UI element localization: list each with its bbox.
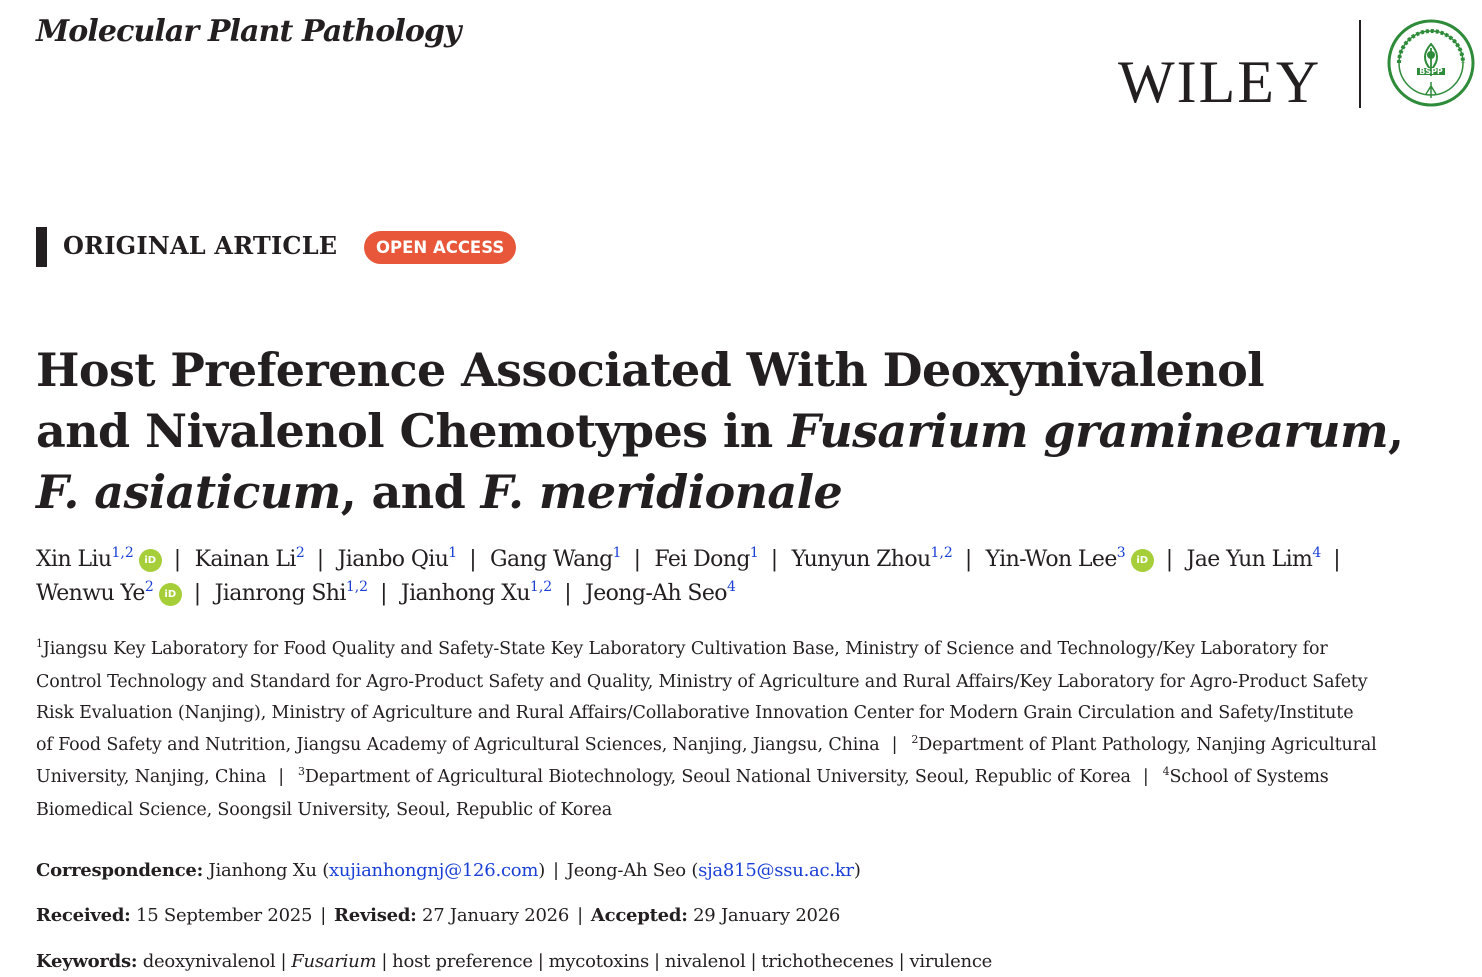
title-species: Fusarium graminearum [787, 404, 1389, 458]
author-affiliation-sup[interactable]: 1,2 [345, 579, 369, 595]
affiliation-number: 4 [1162, 765, 1170, 778]
author-separator: | [316, 547, 324, 572]
affiliation-line: Biomedical Science, Soongsil University, Seoul, Republic of Korea [36, 799, 612, 820]
revised-date: 27 January 2026 [422, 905, 570, 926]
keyword[interactable]: host preference [392, 951, 533, 972]
affiliation-number: 3 [297, 765, 305, 778]
keyword[interactable]: trichothecenes [761, 951, 894, 972]
keyword[interactable]: deoxynivalenol [142, 951, 276, 972]
keyword[interactable]: virulence [909, 951, 993, 972]
keyword[interactable]: nivalenol [664, 951, 746, 972]
author-affiliation-sup[interactable]: 1,2 [529, 579, 553, 595]
title-punct: , [1388, 404, 1404, 458]
society-seal-logo [1386, 18, 1476, 108]
article-title [36, 340, 1446, 523]
svg-text:BSPP: BSPP [1419, 67, 1443, 76]
author-separator: | [633, 547, 641, 572]
title-line-2 [36, 401, 1446, 462]
publisher-logo: WILEY [1118, 49, 1322, 115]
affiliation-line [36, 762, 1476, 795]
article-dates [36, 903, 840, 929]
affiliation-number: 1 [36, 637, 43, 650]
paren: ( [322, 860, 329, 881]
correspondence [36, 858, 861, 884]
keyword-separator: | [280, 951, 287, 972]
keyword-separator: | [537, 951, 544, 972]
keywords-label: Keywords: [36, 951, 138, 972]
affiliation-text: Department of Plant Pathology, Nanjing Agricultural [918, 734, 1377, 755]
received-label: Received: [36, 905, 131, 926]
author-name[interactable]: Jianhong Xu [400, 581, 530, 606]
keyword[interactable]: Fusarium [291, 951, 377, 972]
author-name[interactable]: Jianrong Shi [214, 581, 346, 606]
affiliation-text: School of Systems [1169, 767, 1329, 787]
keyword-separator: | [750, 951, 757, 972]
title-species: F. asiaticum [36, 465, 341, 519]
affiliation-text: University, Nanjing, China [36, 767, 267, 787]
open-access-badge[interactable]: OPEN ACCESS [364, 231, 516, 264]
affiliation-line [36, 730, 1476, 763]
correspondence-name: Jianhong Xu [208, 860, 317, 881]
author-affiliation-sup[interactable]: 3 [1116, 545, 1126, 561]
paren: ( [691, 860, 699, 881]
keyword-separator: | [654, 951, 660, 972]
keyword-separator: | [381, 951, 388, 972]
author-affiliation-sup[interactable]: 4 [726, 579, 736, 595]
title-text: and Nivalenol Chemotypes in [36, 404, 788, 458]
author-separator: | [380, 581, 387, 606]
accepted-date: 29 January 2026 [693, 905, 841, 926]
author-affiliation-sup[interactable]: 1 [749, 545, 759, 561]
received-date: 15 September 2025 [136, 905, 313, 926]
affiliation-line: Control Technology and Standard for Agro-Product Safety and Quality, Ministry of Agriculture and Rural Affairs/Key Laboratory for Agro-Product Safety [36, 671, 1368, 692]
affiliation-line: Risk Evaluation (Nanjing), Ministry of Agriculture and Rural Affairs/Collaborative Innovation Center for Modern Grain Circulation and Safety/Institute [36, 703, 1354, 723]
author-affiliation-sup[interactable]: 1,2 [930, 545, 953, 561]
author-name[interactable]: Jae Yun Lim [1186, 547, 1313, 572]
affiliation-number: 2 [911, 732, 919, 746]
author-affiliation-sup[interactable]: 1 [448, 545, 458, 561]
affiliation-text: Jiangsu Key Laboratory for Food Quality and Safety-State Key Laboratory Cultivation Base, Ministry of Science and Technology/Key Laboratory for [42, 639, 1328, 659]
email-link[interactable]: sja815@ssu.ac.kr [698, 860, 854, 881]
affiliation-separator: | [1142, 767, 1149, 787]
affiliation-separator: | [278, 767, 284, 787]
correspondence-label: Correspondence: [36, 860, 203, 881]
author-name[interactable]: Wenwu Ye [36, 581, 145, 606]
meta-separator: | [577, 905, 583, 926]
meta-separator: | [320, 905, 327, 926]
author-separator: | [193, 581, 201, 606]
title-line-1: Host Preference Associated With Deoxynivalenol [36, 343, 1265, 397]
author-name[interactable]: Kainan Li [194, 547, 296, 572]
author-separator: | [1165, 547, 1173, 572]
author-name[interactable]: Yunyun Zhou [791, 547, 931, 572]
author-name[interactable]: Xin Liu [36, 547, 112, 572]
affiliation-text: of Food Safety and Nutrition, Jiangsu Academy of Agricultural Sciences, Nanjing, Jiangsu, China [36, 734, 880, 755]
keyword[interactable]: mycotoxins [548, 951, 650, 972]
article-type-label: ORIGINAL ARTICLE [63, 231, 338, 260]
author-separator: | [564, 581, 571, 606]
author-separator: | [964, 547, 972, 572]
orcid-icon[interactable]: iD [1131, 549, 1154, 572]
author-separator: | [469, 547, 477, 572]
title-text: , and [340, 465, 481, 519]
title-species: F. meridionale [480, 465, 843, 519]
title-line-3 [36, 462, 1446, 523]
meta-separator: | [552, 860, 559, 881]
orcid-icon[interactable]: iD [139, 549, 162, 572]
author-affiliation-sup[interactable]: 2 [295, 545, 305, 561]
author-line-1 [36, 544, 1456, 578]
keywords [36, 949, 992, 975]
author-name[interactable]: Jeong-Ah Seo [585, 581, 727, 606]
author-name[interactable]: Gang Wang [490, 547, 613, 572]
author-affiliation-sup[interactable]: 2 [144, 579, 154, 595]
logo-divider [1359, 20, 1361, 108]
author-name[interactable]: Fei Dong [654, 547, 750, 572]
affiliation-line [36, 634, 1476, 667]
author-line-2 [36, 578, 1456, 612]
paren: ) [853, 860, 861, 881]
paren: ) [538, 860, 545, 881]
affiliation-separator: | [891, 734, 898, 755]
correspondence-name: Jeong-Ah Seo [566, 860, 686, 881]
revised-label: Revised: [334, 905, 417, 926]
author-name[interactable]: Jianbo Qiu [337, 547, 449, 572]
author-list [36, 544, 1456, 612]
author-affiliation-sup[interactable]: 4 [1312, 545, 1322, 561]
author-name[interactable]: Yin-Won Lee [985, 547, 1117, 572]
author-affiliation-sup[interactable]: 1,2 [111, 545, 134, 561]
article-type-bar [36, 227, 47, 267]
affiliation-text: Department of Agricultural Biotechnology, Seoul National University, Seoul, Republic of Korea [304, 767, 1131, 787]
accepted-label: Accepted: [590, 905, 688, 926]
author-affiliation-sup[interactable]: 1 [612, 545, 622, 561]
affiliations [36, 634, 1476, 826]
journal-name: Molecular Plant Pathology [36, 14, 461, 49]
email-link[interactable]: xujianhongnj@126.com [328, 860, 539, 881]
keyword-separator: | [898, 951, 905, 972]
orcid-icon[interactable]: iD [159, 583, 182, 606]
author-separator: | [770, 547, 778, 572]
author-separator: | [1333, 547, 1341, 572]
author-separator: | [173, 547, 181, 572]
